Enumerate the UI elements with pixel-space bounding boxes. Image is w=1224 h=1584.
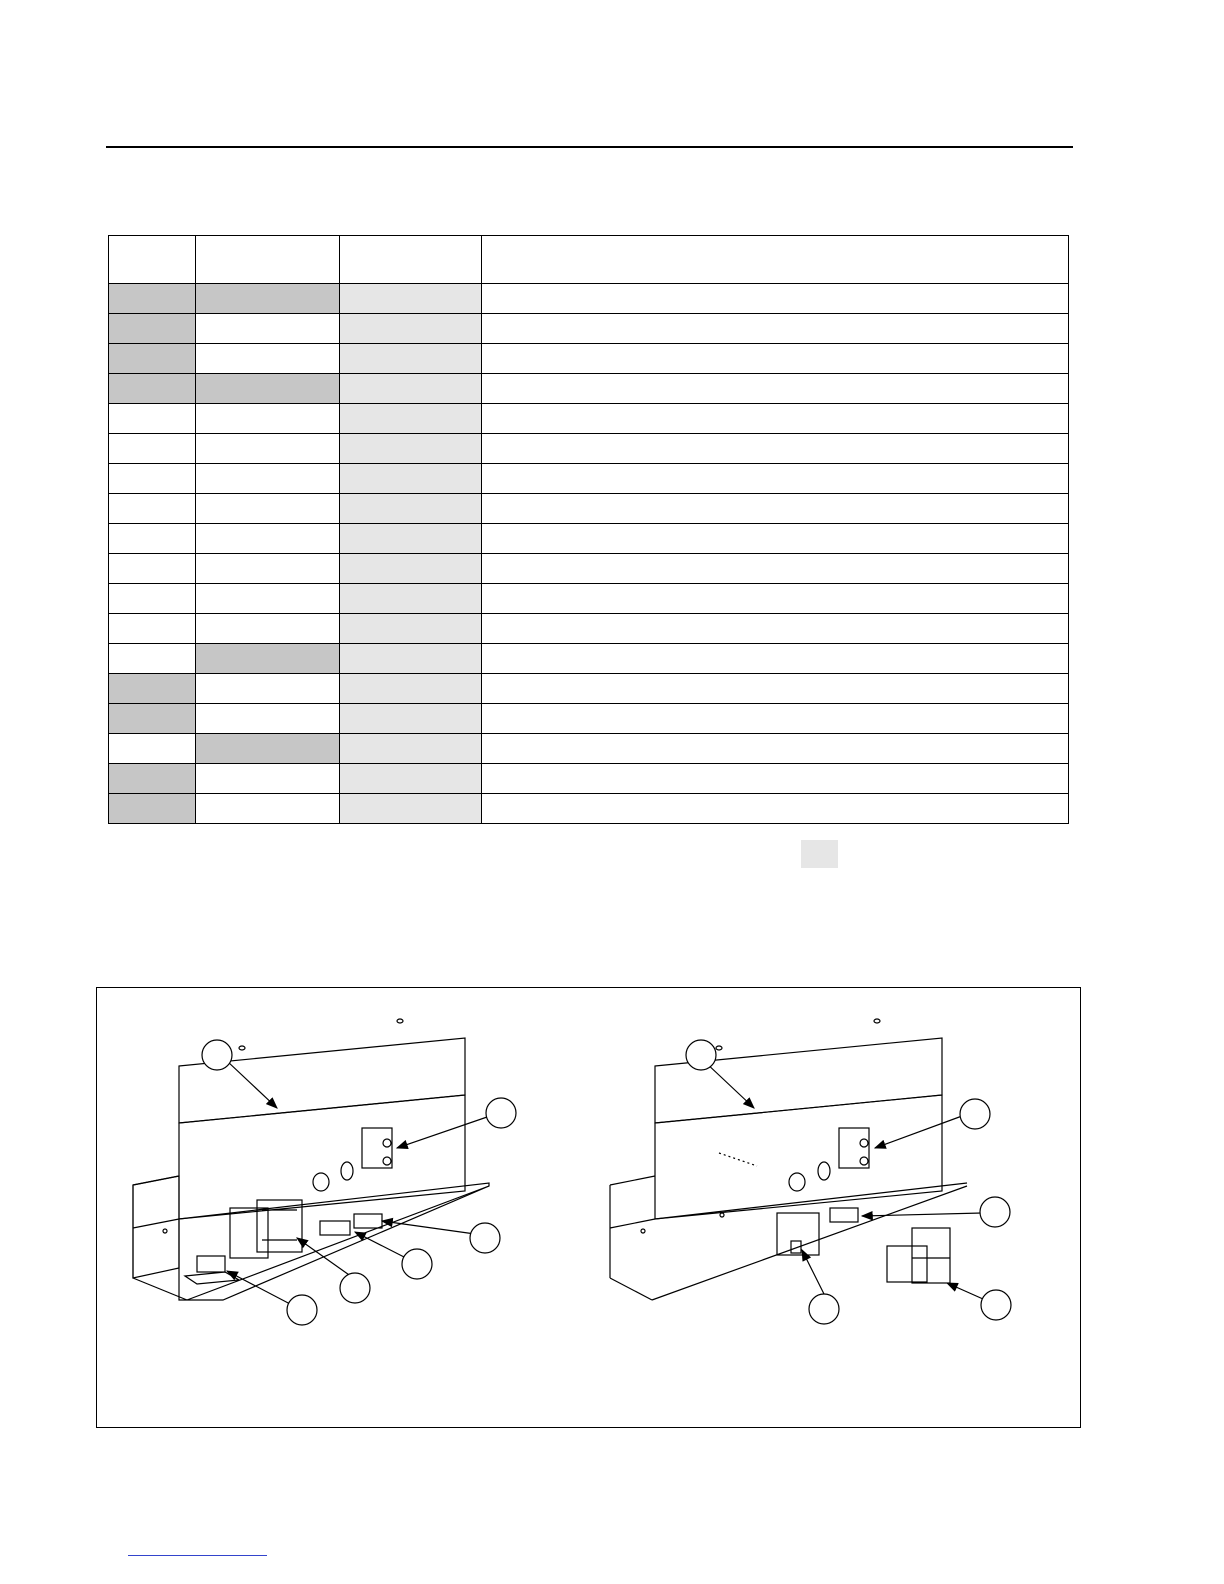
left-small-block (197, 1256, 225, 1272)
table-cell (109, 764, 196, 794)
table-cell (109, 584, 196, 614)
header-cell-1 (109, 236, 196, 284)
table-cell (482, 704, 1069, 734)
table-row (109, 404, 1069, 434)
right-callout-1 (686, 1040, 716, 1070)
left-transformer (230, 1208, 268, 1258)
table-cell (482, 434, 1069, 464)
table-cell (340, 284, 482, 314)
table-cell (109, 794, 196, 824)
table-cell (196, 524, 340, 554)
table-cell (340, 554, 482, 584)
table-row (109, 644, 1069, 674)
left-floor-edge (179, 1183, 489, 1300)
table-cell (482, 314, 1069, 344)
table-cell (109, 614, 196, 644)
table-cell (196, 494, 340, 524)
table-cell (196, 434, 340, 464)
table-cell (340, 374, 482, 404)
table-cell (196, 734, 340, 764)
table-cell (340, 644, 482, 674)
table-cell (109, 404, 196, 434)
table-cell (340, 674, 482, 704)
table-cell (196, 314, 340, 344)
left-callout-6 (287, 1295, 317, 1325)
table-cell (482, 614, 1069, 644)
table-row (109, 524, 1069, 554)
table-row (109, 374, 1069, 404)
table-cell (340, 524, 482, 554)
table-cell (482, 794, 1069, 824)
table-cell (340, 404, 482, 434)
table-cell (109, 464, 196, 494)
right-callout-2 (960, 1099, 990, 1129)
table-cell (340, 584, 482, 614)
table-cell (109, 344, 196, 374)
table-row (109, 284, 1069, 314)
table-cell (196, 614, 340, 644)
table-cell (340, 794, 482, 824)
table-row (109, 764, 1069, 794)
table-cell (109, 704, 196, 734)
header-cell-2 (196, 236, 340, 284)
table-cell (482, 734, 1069, 764)
table-cell (482, 404, 1069, 434)
left-callout-5 (340, 1273, 370, 1303)
table-cell (109, 494, 196, 524)
table-cell (340, 734, 482, 764)
table-cell (482, 464, 1069, 494)
right-terminal-strip (830, 1208, 858, 1222)
table-row (109, 794, 1069, 824)
table-cell (196, 554, 340, 584)
table-row (109, 584, 1069, 614)
table-cell (340, 764, 482, 794)
table-cell (196, 794, 340, 824)
table-cell (109, 554, 196, 584)
table-cell (482, 554, 1069, 584)
table-row (109, 704, 1069, 734)
table-cell (482, 584, 1069, 614)
table-cell (482, 374, 1069, 404)
right-callout-5 (809, 1294, 839, 1324)
figure-panel (96, 987, 1081, 1428)
table-cell (482, 494, 1069, 524)
left-terminal-strip-2 (354, 1214, 382, 1228)
table-cell (196, 284, 340, 314)
left-assembly-drawing (133, 1019, 490, 1429)
table-cell (340, 614, 482, 644)
table-cell (109, 644, 196, 674)
table-cell (340, 464, 482, 494)
table-row (109, 434, 1069, 464)
table-cell (196, 464, 340, 494)
table-cell (482, 644, 1069, 674)
right-transformer (887, 1246, 927, 1282)
right-relay (839, 1128, 869, 1168)
table-row (109, 554, 1069, 584)
header-cell-3 (340, 236, 482, 284)
table-cell (340, 434, 482, 464)
right-assembly-drawing (610, 1019, 992, 1303)
table-row (109, 314, 1069, 344)
assembly-illustrations (97, 988, 1082, 1429)
table-cell (109, 734, 196, 764)
left-terminal-strip-1 (320, 1221, 350, 1235)
right-callout-4 (981, 1290, 1011, 1320)
left-inner-wall (179, 1095, 465, 1219)
shade-legend-swatch (801, 840, 838, 868)
table-cell (109, 674, 196, 704)
table-row (109, 674, 1069, 704)
table-cell (196, 584, 340, 614)
table-row (109, 734, 1069, 764)
table-cell (196, 704, 340, 734)
table-cell (196, 344, 340, 374)
table-cell (482, 344, 1069, 374)
header-rule (106, 146, 1073, 148)
table-row (109, 344, 1069, 374)
table-cell (109, 434, 196, 464)
table-cell (109, 524, 196, 554)
table-body (109, 284, 1069, 824)
table-cell (109, 374, 196, 404)
left-callout-4 (402, 1249, 432, 1279)
table-cell (340, 314, 482, 344)
parts-table (108, 235, 1069, 824)
table-cell (482, 674, 1069, 704)
footer-link-underline[interactable] (128, 1555, 267, 1556)
table-cell (196, 374, 340, 404)
table-cell (340, 494, 482, 524)
left-callout-2 (486, 1098, 516, 1128)
right-contactor (777, 1213, 819, 1255)
table-cell (340, 704, 482, 734)
table-cell (196, 644, 340, 674)
right-callouts (686, 1040, 1011, 1324)
right-callout-3 (980, 1197, 1010, 1227)
table-header-row (109, 236, 1069, 284)
table-cell (196, 764, 340, 794)
table-cell (109, 284, 196, 314)
table-cell (482, 524, 1069, 554)
left-callout-3 (470, 1223, 500, 1253)
table-cell (196, 674, 340, 704)
table-cell (196, 404, 340, 434)
table-row (109, 614, 1069, 644)
table-cell (482, 764, 1069, 794)
left-callout-1 (202, 1040, 232, 1070)
table-row (109, 464, 1069, 494)
table-row (109, 494, 1069, 524)
table-cell (340, 344, 482, 374)
table-cell (482, 284, 1069, 314)
table-cell (109, 314, 196, 344)
left-relay (362, 1128, 392, 1168)
header-cell-4 (482, 236, 1069, 284)
right-inner-wall (655, 1095, 942, 1219)
